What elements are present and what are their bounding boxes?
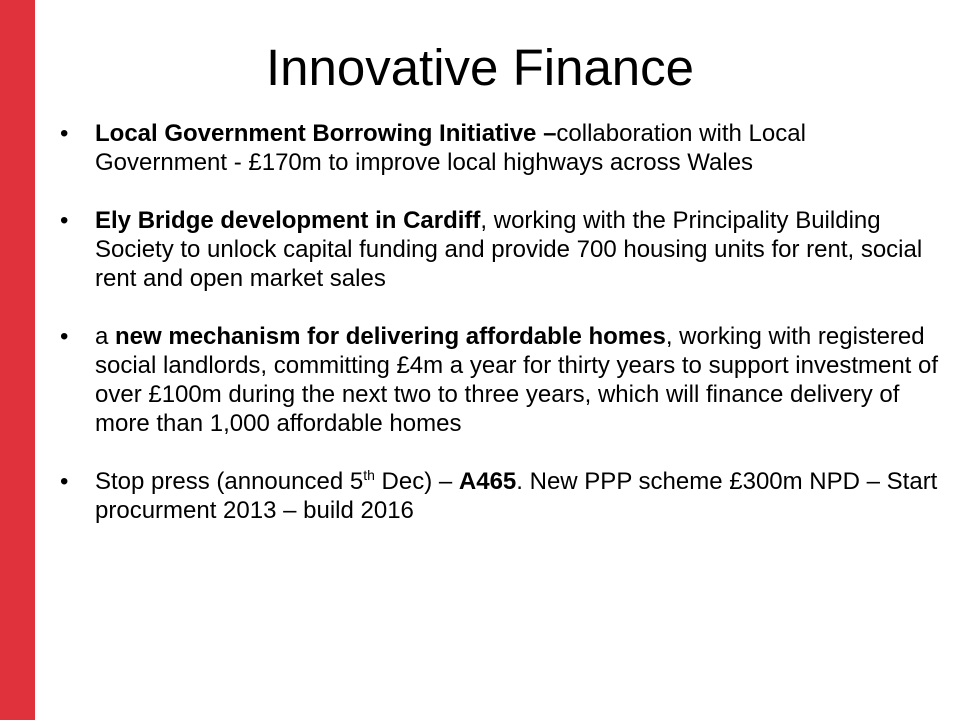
bullet-item-borrowing-initiative (60, 119, 940, 177)
bullet-bold-text: new mechanism for delivering affordable homes (115, 323, 666, 350)
accent-side-bar (0, 0, 35, 720)
bullet-dot-icon: • (60, 468, 69, 495)
bullet-dot-icon: • (60, 207, 69, 234)
ordinal-superscript: th (363, 467, 375, 483)
bullet-item-stop-press (60, 467, 940, 525)
bullet-prefix-text: a (95, 323, 116, 350)
bullet-list (60, 119, 940, 554)
bullet-text: . New PPP scheme £300m NPD – Start procurment 2013 – build 2016 (95, 468, 938, 524)
bullet-text: , working with registered social landlords, committing £4m a year for thirty years to support investment of over £100m during the next two to three years, which will finance delivery of more than 1,000 affordable homes (95, 323, 939, 437)
bullet-dot-icon: • (60, 323, 69, 350)
slide-title: Innovative Finance (265, 39, 695, 96)
bullet-text: , working with the Principality Building Society to unlock capital funding and provide 700 housing units for rent, social rent and open market sales (95, 207, 923, 292)
bullet-bold-text: Local Government Borrowing Initiative – (95, 120, 557, 147)
bullet-item-affordable-homes (60, 322, 940, 438)
bullet-text: collaboration with Local Government - £170m to improve local highways across Wales (95, 120, 806, 176)
bullet-bold-text: A465 (458, 468, 517, 495)
bullet-mid-text: Dec) – (374, 468, 459, 495)
bullet-item-ely-bridge (60, 206, 940, 293)
bullet-dot-icon: • (60, 120, 69, 147)
bullet-prefix-text: Stop press (announced 5 (95, 468, 364, 495)
bullet-bold-text: Ely Bridge development in Cardiff (95, 207, 481, 234)
